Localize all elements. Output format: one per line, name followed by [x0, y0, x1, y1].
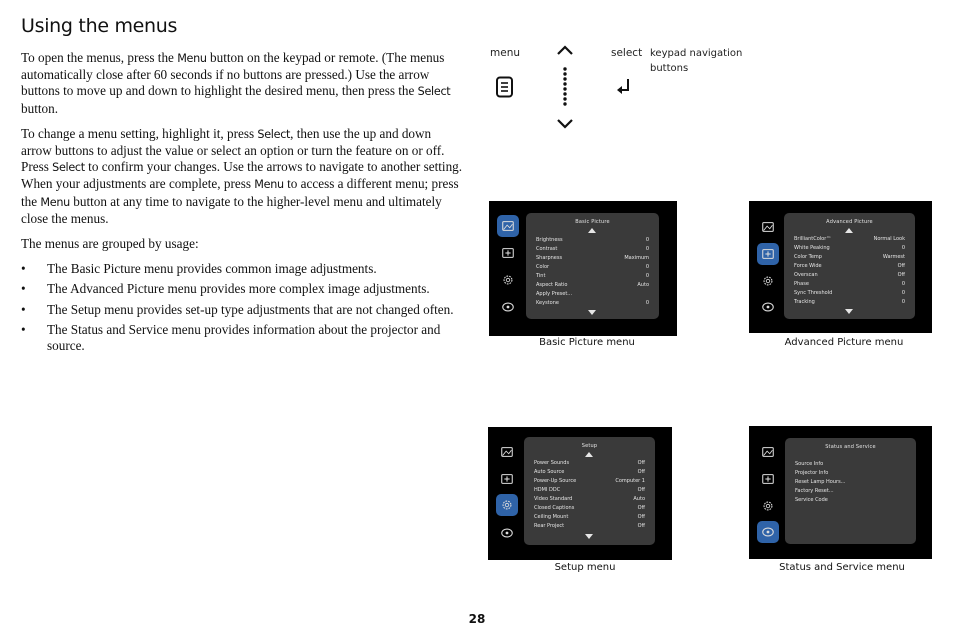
row-value: 0: [645, 264, 649, 270]
bullet-item: • The Setup menu provides set-up type adjustments that are not changed often.: [21, 302, 463, 318]
menu-row: [536, 272, 649, 281]
menu-row: [536, 290, 649, 299]
menu-row: [795, 478, 906, 487]
row-label: Force Wide: [794, 263, 822, 269]
row-value: Computer 1: [615, 478, 645, 484]
page-title: Using the menus: [21, 15, 178, 37]
scroll-up-icon: [588, 228, 596, 233]
menu-row: [534, 486, 645, 495]
menu-row: [534, 504, 645, 513]
row-label: Reset Lamp Hours...: [795, 479, 846, 485]
row-label: Aspect Ratio: [536, 282, 568, 288]
text-run: , then use the up and down arrow buttons to adjust the value or select an option or turn the feature on or off. Press: [21, 125, 445, 175]
text-run: button on the keypad or remote. (The menus automatically close after 60 seconds if no buttons are pressed.) Use the arrow buttons to move up and down to highlight the desired menu, then press the: [21, 50, 445, 99]
text-run: To open the menus, press the: [21, 50, 178, 65]
row-value: 0: [645, 300, 649, 306]
text-run: button.: [21, 100, 58, 116]
menu-panel: [524, 437, 655, 545]
paragraph-grouped: The menus are grouped by usage:: [21, 236, 199, 252]
sidebar-status-service-icon: [496, 522, 518, 544]
row-value: 0: [901, 299, 905, 305]
row-label: Tint: [536, 273, 546, 279]
row-label: White Peaking: [794, 245, 830, 251]
row-value: Off: [637, 514, 645, 520]
keyword-select: Select: [52, 161, 85, 175]
menu-row: [794, 271, 905, 280]
menu-row: [794, 244, 905, 253]
row-value: Off: [897, 272, 905, 278]
sidebar-setup-gear-icon: [757, 495, 779, 517]
row-label: Color Temp: [794, 254, 822, 260]
caption-status-service: Status and Service menu: [779, 562, 905, 573]
setup-screenshot: [488, 427, 672, 560]
row-label: Keystone: [536, 300, 559, 306]
sidebar-picture-icon: [496, 441, 518, 463]
sidebar-advanced-picture-icon: [757, 243, 779, 265]
body-text: [21, 50, 463, 358]
menu-rows: [795, 460, 906, 505]
sidebar-advanced-picture-icon: [496, 468, 518, 490]
menu-rows: [534, 459, 645, 531]
sidebar-setup-gear-icon: [497, 269, 519, 291]
keyword-menu: Menu: [177, 52, 207, 65]
up-arrow-icon: [556, 44, 574, 56]
row-label: Projector Info: [795, 470, 829, 476]
sidebar-status-service-icon: [497, 296, 519, 318]
row-label: Source Info: [795, 461, 824, 467]
advanced-picture-screenshot: [749, 201, 932, 333]
row-label: Overscan: [794, 272, 818, 278]
menu-row: [534, 513, 645, 522]
row-label: Ceiling Mount: [534, 514, 569, 520]
row-value: Off: [637, 469, 645, 475]
menu-title: Advanced Picture: [826, 219, 873, 225]
row-label: Power Sounds: [534, 460, 570, 466]
row-value: Maximum: [624, 255, 649, 261]
keypad-description: keypad navigation buttons: [650, 48, 743, 74]
menu-row: [536, 281, 649, 290]
scroll-up-icon: [845, 228, 853, 233]
menu-row: [534, 459, 645, 468]
text-run: to access a different menu; press the: [21, 176, 459, 209]
menu-rows: [536, 236, 649, 308]
menu-row: [536, 236, 649, 245]
row-label: Apply Preset...: [536, 291, 573, 297]
status-service-screenshot: [749, 426, 932, 559]
row-value: 0: [901, 281, 905, 287]
row-label: Service Code: [795, 497, 828, 503]
row-label: Rear Project: [534, 523, 565, 529]
menu-row: [794, 289, 905, 298]
bullet-item: • The Basic Picture menu provides common image adjustments.: [21, 261, 463, 277]
scroll-down-icon: [588, 310, 596, 315]
row-value: 0: [901, 290, 905, 296]
menu-row: [534, 522, 645, 531]
select-enter-icon: [616, 78, 632, 96]
keypad-select-label: select: [611, 47, 643, 59]
row-label: Phase: [794, 281, 809, 287]
paragraph-open-menus: [21, 50, 463, 117]
bullet-item: • The Status and Service menu provides information about the projector and source.: [21, 322, 463, 354]
menu-row: [795, 487, 906, 496]
keypad-menu-label: menu: [490, 47, 520, 59]
menu-title: Status and Service: [825, 444, 876, 450]
caption-basic-picture: Basic Picture menu: [539, 337, 635, 348]
menu-row: [794, 253, 905, 262]
sidebar-picture-icon: [757, 216, 779, 238]
row-value: Off: [637, 460, 645, 466]
row-value: 0: [645, 273, 649, 279]
row-value: Off: [637, 505, 645, 511]
basic-picture-screenshot: [489, 201, 677, 336]
text-run: To change a menu setting, highlight it, press: [21, 125, 258, 141]
row-label: Brightness: [536, 237, 563, 243]
row-label: Video Standard: [534, 496, 573, 502]
menu-row: [536, 263, 649, 272]
sidebar-advanced-picture-icon: [757, 468, 779, 490]
scroll-up-icon: [585, 452, 593, 457]
sidebar-setup-gear-icon: [496, 494, 518, 516]
scroll-down-icon: [845, 309, 853, 314]
bullet-item: • The Advanced Picture menu provides more complex image adjustments.: [21, 281, 463, 297]
menu-row: [536, 299, 649, 308]
menu-row: [794, 235, 905, 244]
row-value: 0: [901, 245, 905, 251]
sidebar-status-service-icon: [757, 296, 779, 318]
row-label: Tracking: [794, 299, 815, 305]
row-label: BrilliantColor™: [794, 236, 832, 242]
row-label: Contrast: [536, 246, 558, 252]
paragraph-change-setting: [21, 126, 463, 227]
menu-rows: [794, 235, 905, 307]
keyword-select: Select: [417, 85, 451, 99]
sidebar-picture-icon: [757, 441, 779, 463]
keyword-menu: Menu: [254, 178, 284, 192]
row-label: Closed Captions: [534, 505, 575, 511]
menu-panel: [785, 438, 916, 544]
menu-row: [794, 280, 905, 289]
sidebar-picture-icon: [497, 215, 519, 237]
down-arrow-icon: [556, 118, 574, 130]
row-label: Sync Threshold: [794, 290, 833, 296]
menu-row: [795, 496, 906, 505]
row-value: Normal Look: [873, 236, 905, 242]
row-label: HDMI DDC: [534, 487, 561, 493]
menu-title: Setup: [581, 443, 598, 449]
caption-advanced-picture: Advanced Picture menu: [784, 337, 904, 348]
menu-title: Basic Picture: [575, 219, 610, 225]
keyword-menu: Menu: [40, 195, 70, 209]
row-value: 0: [645, 237, 649, 243]
sidebar-status-service-icon: [757, 521, 779, 543]
row-value: 0: [645, 246, 649, 252]
row-value: Off: [637, 487, 645, 493]
bullet-list: [21, 261, 463, 354]
row-value: Off: [637, 523, 645, 529]
row-label: Auto Source: [534, 469, 565, 475]
caption-setup: Setup menu: [554, 562, 616, 573]
row-value: Auto: [637, 282, 649, 288]
sidebar-setup-gear-icon: [757, 270, 779, 292]
menu-row: [536, 254, 649, 263]
row-label: Power-Up Source: [534, 478, 577, 484]
text-run: to confirm your changes. Use the arrows to navigate to another setting. When your adjustments are complete, press: [21, 159, 463, 192]
keyword-select: Select: [257, 127, 291, 141]
menu-row: [794, 298, 905, 307]
menu-panel: [526, 213, 659, 319]
dots-icon: [562, 66, 568, 108]
menu-row: [536, 245, 649, 254]
menu-panel: [784, 213, 915, 319]
menu-row: [795, 469, 906, 478]
row-value: Warmest: [882, 254, 905, 260]
page-number: 28: [468, 612, 486, 626]
row-value: Off: [897, 263, 905, 269]
menu-row: [534, 477, 645, 486]
scroll-down-icon: [585, 534, 593, 539]
row-value: Auto: [633, 496, 645, 502]
sidebar-advanced-picture-icon: [497, 242, 519, 264]
menu-row: [795, 460, 906, 469]
row-label: Color: [536, 264, 550, 270]
menu-row: [534, 495, 645, 504]
menu-row: [794, 262, 905, 271]
menu-row: [534, 468, 645, 477]
row-label: Sharpness: [536, 255, 563, 261]
text-run: button at any time to navigate to the higher-level menu and ultimately close the menus.: [21, 193, 442, 226]
row-label: Factory Reset...: [795, 488, 834, 494]
menu-icon: [495, 76, 515, 98]
